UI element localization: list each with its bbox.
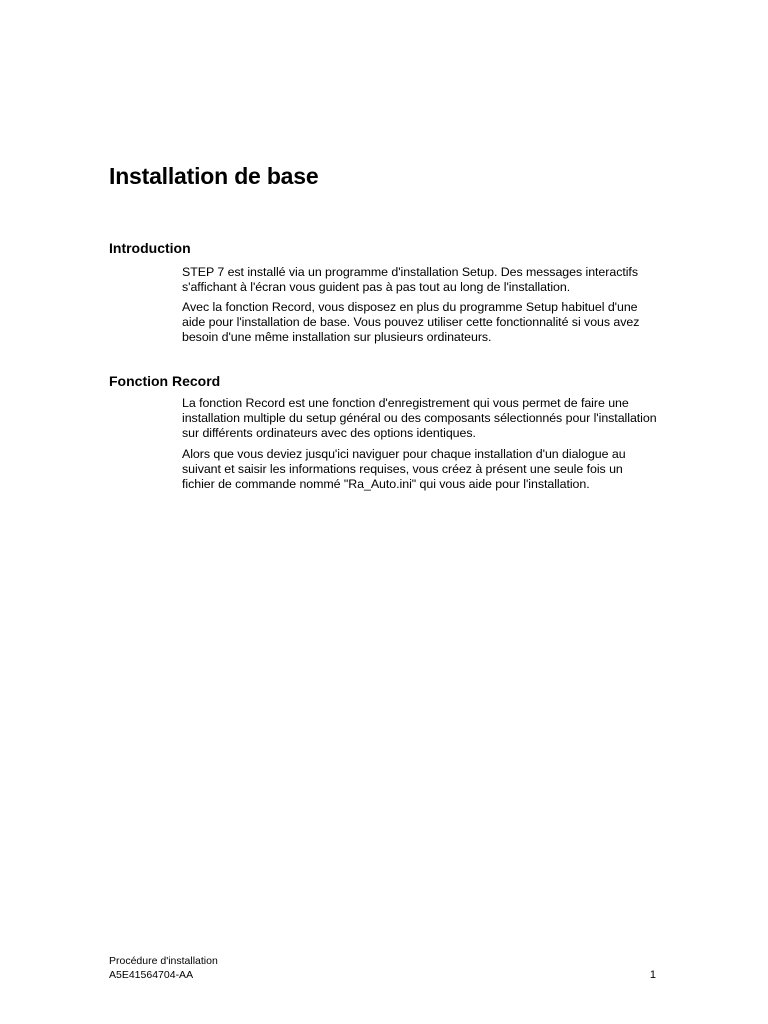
introduction-paragraph-2: Avec la fonction Record, vous disposez en plus du programme Setup habituel d'une aide pour l'installation de base. Vous pouvez utiliser cette fonctionnalité si vous avez besoin d'une même installation sur plusieurs ordinateurs. — [182, 300, 640, 344]
footer-doc-title: Procédure d'installation — [109, 955, 218, 967]
page-number: 1 — [649, 969, 656, 981]
footer-document-info — [109, 954, 218, 982]
footer-doc-number: A5E41564704-AA — [109, 969, 194, 981]
section-heading-fonction-record: Fonction Record — [109, 373, 221, 389]
fonction-record-paragraph-1: La fonction Record est une fonction d'enregistrement qui vous permet de faire une installation multiple du setup général ou des composants sélectionnés pour l'installation sur différents ordinateurs avec des options identiques. — [182, 396, 657, 440]
section-heading-introduction: Introduction — [109, 240, 191, 256]
fonction-record-paragraph-2: Alors que vous deviez jusqu'ici naviguer pour chaque installation d'un dialogue au suivant et saisir les informations requises, vous créez à présent une seule fois un fichier de commande nommé "Ra_Auto.ini" qui vous aide pour l'installation. — [182, 447, 626, 491]
page-title: Installation de base — [109, 163, 319, 189]
introduction-paragraph-1: STEP 7 est installé via un programme d'installation Setup. Des messages interactifs s'affichant à l'écran vous guident pas à pas tout au long de l'installation. — [182, 265, 638, 294]
